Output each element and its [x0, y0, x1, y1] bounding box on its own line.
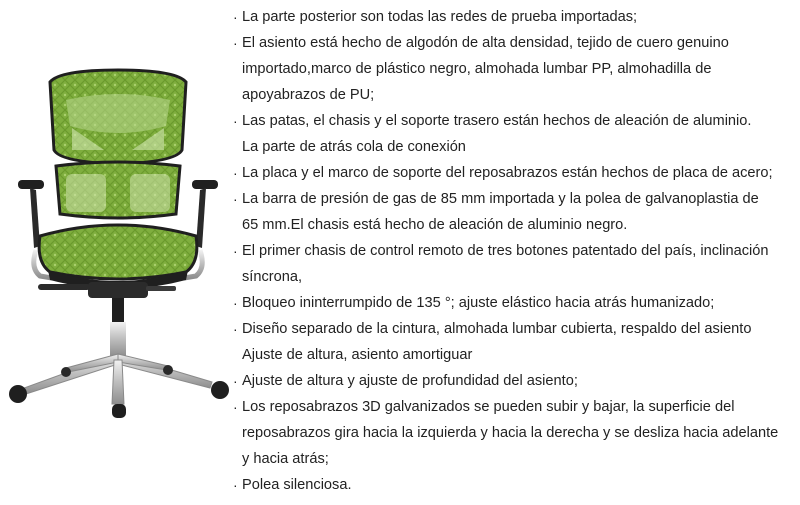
bullet: ·: [233, 113, 238, 129]
spec-text: La barra de presión de gas de 85 mm importada y la polea de galvanoplastia de: [242, 191, 759, 207]
spec-text: El asiento está hecho de algodón de alta densidad, tejido de cuero genuino: [242, 35, 729, 51]
bullet: ·: [233, 243, 238, 259]
spec-text: Diseño separado de la cintura, almohada lumbar cubierta, respaldo del asiento: [242, 321, 752, 337]
spec-text: 65 mm.El chasis está hecho de aleación de aluminio negro.: [242, 217, 628, 233]
chair-illustration: [0, 0, 232, 500]
star-base: [24, 354, 212, 404]
spec-text: La parte de atrás cola de conexión: [242, 139, 466, 155]
spec-line: [232, 212, 798, 238]
bullet: ·: [233, 165, 238, 181]
bullet: ·: [233, 477, 238, 493]
spec-line: [232, 108, 798, 134]
spec-line: [232, 290, 798, 316]
spec-line: [232, 472, 798, 498]
spec-text: síncrona,: [242, 269, 303, 285]
spec-text: importado,marco de plástico negro, almohada lumbar PP, almohadilla de: [242, 61, 712, 77]
bullet: ·: [233, 35, 238, 51]
backrest: [50, 70, 186, 164]
spec-text: Los reposabrazos 3D galvanizados se pueden subir y bajar, la superficie del: [242, 399, 735, 415]
lumbar-support: [56, 162, 180, 218]
spec-text: apoyabrazos de PU;: [242, 87, 375, 103]
gas-cylinder: [110, 298, 126, 356]
spec-line: [232, 4, 798, 30]
spec-line: [232, 342, 798, 368]
bullet: ·: [233, 321, 238, 337]
spec-line: [232, 56, 798, 82]
spec-text: Ajuste de altura y ajuste de profundidad del asiento;: [242, 373, 578, 389]
spec-line: [232, 160, 798, 186]
spec-line: [232, 30, 798, 56]
spec-text: reposabrazos gira hacia la izquierda y hacia la derecha y se desliza hacia adelante: [242, 425, 779, 441]
spec-text: Las patas, el chasis y el soporte trasero están hechos de aleación de aluminio.: [242, 113, 752, 129]
seat: [39, 225, 197, 289]
spec-text: Polea silenciosa.: [242, 477, 352, 493]
bullet: ·: [233, 373, 238, 389]
specification-list: [232, 4, 798, 498]
spec-line: [232, 82, 798, 108]
spec-text: La placa y el marco de soporte del reposabrazos están hechos de placa de acero;: [242, 165, 773, 181]
chair-product-image: [0, 0, 232, 500]
spec-line: [232, 264, 798, 290]
bullet: ·: [233, 399, 238, 415]
spec-line: [232, 394, 798, 420]
bullet: ·: [233, 295, 238, 311]
spec-line: [232, 186, 798, 212]
spec-line: [232, 420, 798, 446]
bullet: ·: [233, 191, 238, 207]
spec-line: [232, 446, 798, 472]
spec-line: [232, 368, 798, 394]
spec-line: [232, 134, 798, 160]
spec-line: [232, 316, 798, 342]
bullet: ·: [233, 9, 238, 25]
spec-text: Ajuste de altura, asiento amortiguar: [242, 347, 473, 363]
spec-line: [232, 238, 798, 264]
spec-text: La parte posterior son todas las redes de prueba importadas;: [242, 9, 638, 25]
spec-text: y hacia atrás;: [242, 451, 329, 467]
spec-text: El primer chasis de control remoto de tres botones patentado del país, inclinación: [242, 243, 769, 259]
spec-text: Bloqueo ininterrumpido de 135 °; ajuste elástico hacia atrás humanizado;: [242, 295, 715, 311]
